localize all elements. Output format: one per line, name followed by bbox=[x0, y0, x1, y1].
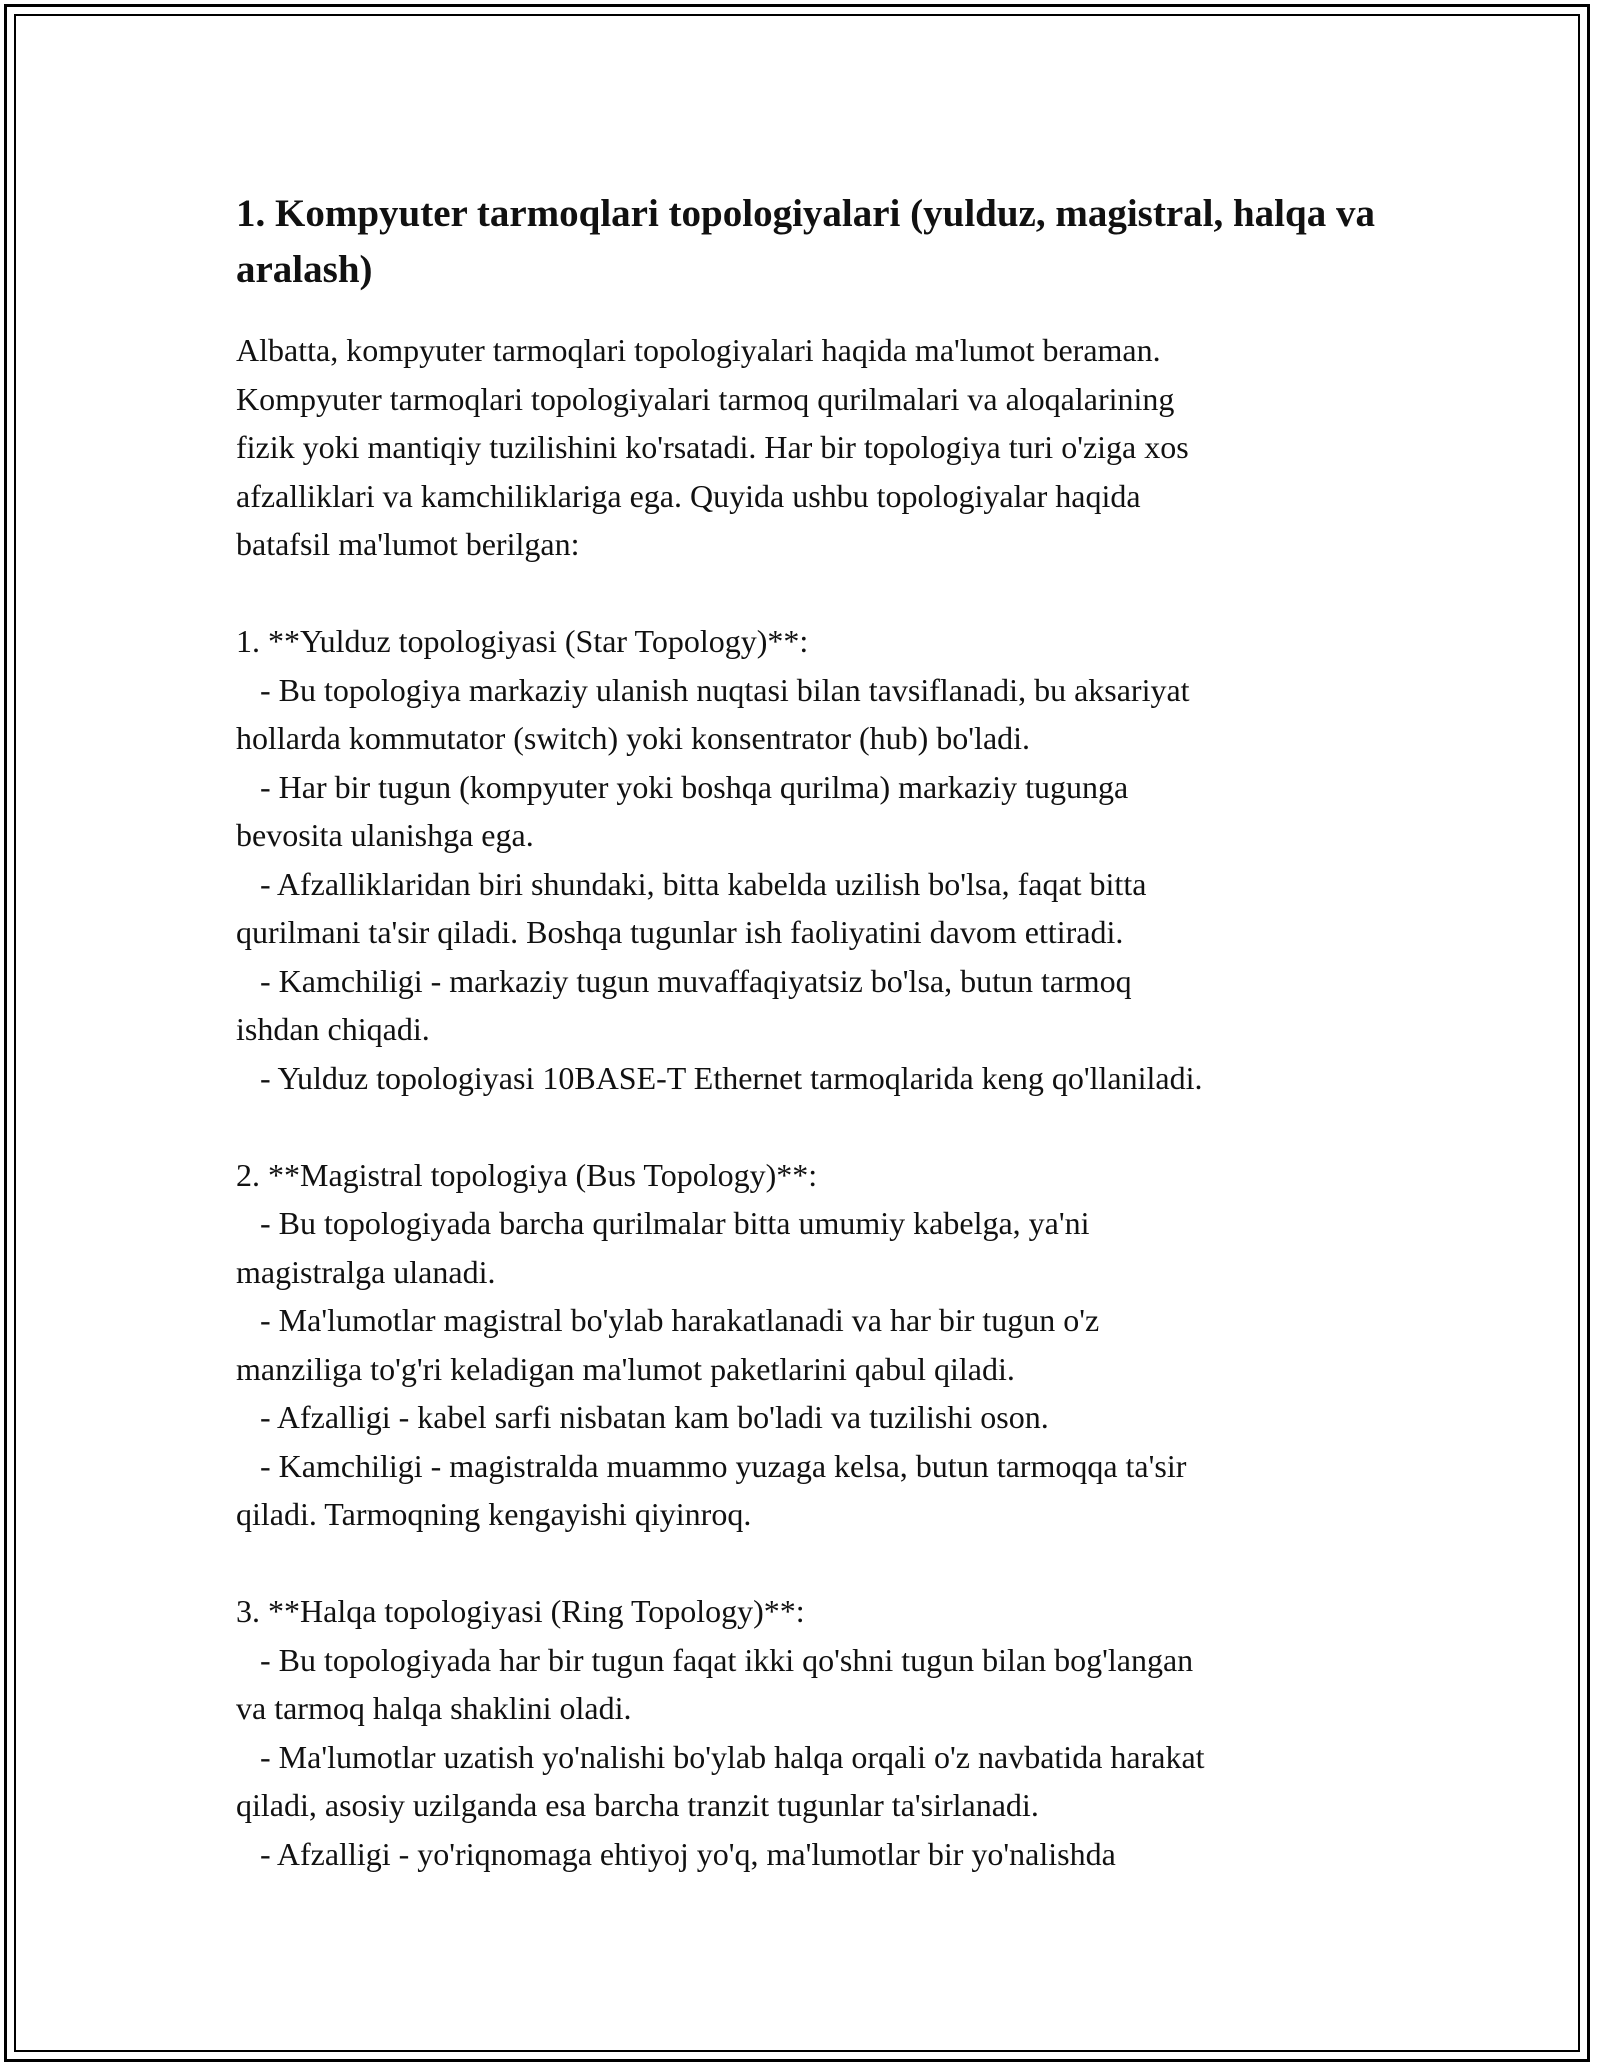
section-line: - Bu topologiya markaziy ulanish nuqtasi bilan tavsiflanadi, bu aksariyat bbox=[236, 671, 1190, 708]
section-heading: 2. **Magistral topologiya (Bus Topology)**: bbox=[236, 1156, 818, 1193]
intro-line: Kompyuter tarmoqlari topologiyalari tarmoq qurilmalari va aloqalarining bbox=[236, 380, 1175, 417]
section-ring-topology bbox=[236, 1587, 1376, 1878]
section-line: qiladi, asosiy uzilganda esa barcha tranzit tugunlar ta'sirlanadi. bbox=[236, 1787, 1039, 1823]
section-line: manziliga to'g'ri keladigan ma'lumot paketlarini qabul qiladi. bbox=[236, 1350, 1015, 1387]
section-line: - Afzalligi - kabel sarfi nisbatan kam bo'ladi va tuzilishi oson. bbox=[236, 1399, 1049, 1435]
intro-line: batafsil ma'lumot berilgan: bbox=[236, 526, 580, 562]
document-title: 1. Kompyuter tarmoqlari topologiyalari (yulduz, magistral, halqa va aralash) bbox=[236, 192, 1375, 291]
intro-paragraph bbox=[236, 326, 1376, 569]
section-line: - Kamchiligi - magistralda muammo yuzaga kelsa, butun tarmoqqa ta'sir bbox=[236, 1447, 1187, 1484]
section-line: - Bu topologiyada har bir tugun faqat ikki qo'shni tugun bilan bog'langan bbox=[236, 1641, 1194, 1678]
section-line: - Har bir tugun (kompyuter yoki boshqa qurilma) markaziy tugunga bbox=[236, 768, 1129, 805]
section-line: - Afzalligi - yo'riqnomaga ehtiyoj yo'q, ma'lumotlar bir yo'nalishda bbox=[236, 1835, 1116, 1872]
section-line: - Ma'lumotlar magistral bo'ylab harakatlanadi va har bir tugun o'z bbox=[236, 1302, 1100, 1338]
section-line: - Afzalliklaridan biri shundaki, bitta kabelda uzilish bo'lsa, faqat bitta bbox=[236, 865, 1147, 902]
section-line: va tarmoq halqa shaklini oladi. bbox=[236, 1690, 632, 1726]
section-line: qiladi. Tarmoqning kengayishi qiyinroq. bbox=[236, 1496, 752, 1532]
section-line: - Kamchiligi - markaziy tugun muvaffaqiyatsiz bo'lsa, butun tarmoq bbox=[236, 962, 1132, 999]
section-line: magistralga ulanadi. bbox=[236, 1253, 496, 1290]
section-star-topology bbox=[236, 617, 1376, 1102]
section-line: hollarda kommutator (switch) yoki konsentrator (hub) bo'ladi. bbox=[236, 720, 1031, 756]
section-heading: 1. **Yulduz topologiyasi (Star Topology)**: bbox=[236, 623, 809, 659]
section-line: bevosita ulanishga ega. bbox=[236, 817, 534, 853]
section-line: ishdan chiqadi. bbox=[236, 1011, 430, 1047]
section-line: qurilmani ta'sir qiladi. Boshqa tugunlar ish faoliyatini davom ettiradi. bbox=[236, 914, 1124, 950]
intro-line: afzalliklari va kamchiliklariga ega. Quyida ushbu topologiyalar haqida bbox=[236, 477, 1141, 514]
section-line: - Ma'lumotlar uzatish yo'nalishi bo'ylab halqa orqali o'z navbatida harakat bbox=[236, 1738, 1205, 1775]
section-line: - Yulduz topologiyasi 10BASE-T Ethernet tarmoqlarida keng qo'llaniladi. bbox=[236, 1059, 1203, 1096]
intro-line: Albatta, kompyuter tarmoqlari topologiyalari haqida ma'lumot beraman. bbox=[236, 332, 1161, 368]
section-heading: 3. **Halqa topologiyasi (Ring Topology)**: bbox=[236, 1593, 805, 1629]
section-line: - Bu topologiyada barcha qurilmalar bitta umumiy kabelga, ya'ni bbox=[236, 1205, 1090, 1241]
document-body bbox=[236, 186, 1376, 1878]
section-bus-topology bbox=[236, 1151, 1376, 1539]
intro-line: fizik yoki mantiqiy tuzilishini ko'rsatadi. Har bir topologiya turi o'ziga xos bbox=[236, 429, 1189, 465]
